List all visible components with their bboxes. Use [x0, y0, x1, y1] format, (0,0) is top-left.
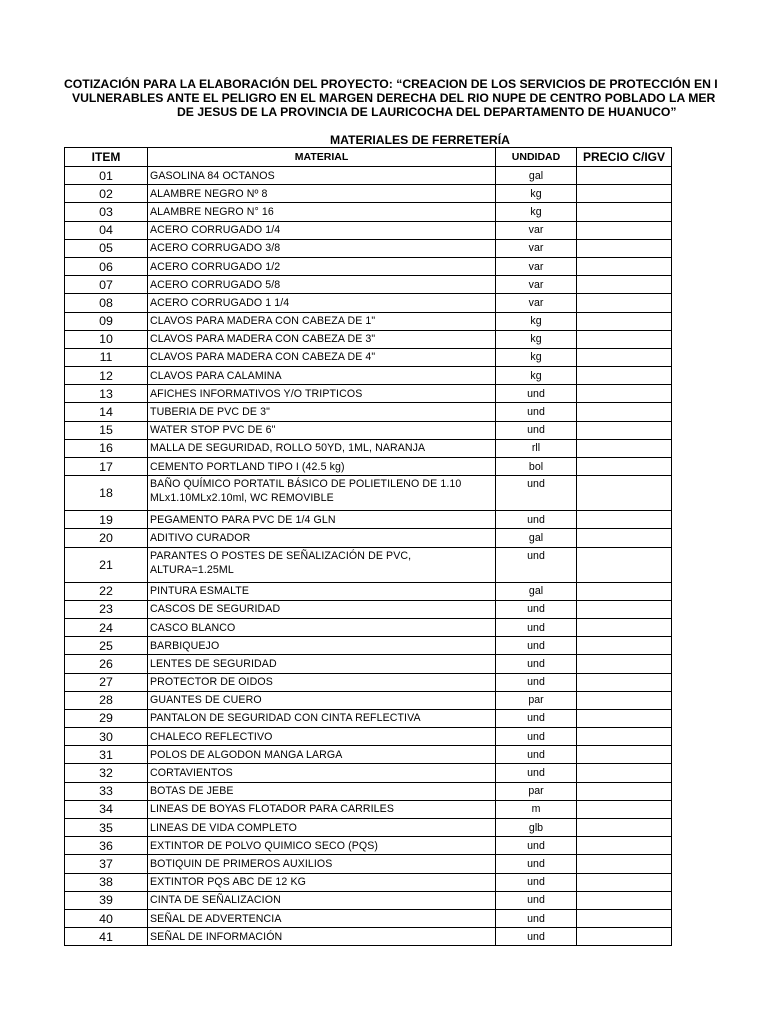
material-cell: GASOLINA 84 OCTANOS: [148, 167, 496, 185]
unit-cell: und: [496, 873, 577, 891]
table-row: [65, 421, 672, 439]
material-cell: CORTAVIENTOS: [148, 764, 496, 782]
material-cell: SEÑAL DE INFORMACIÓN: [148, 928, 496, 946]
table-row: [65, 655, 672, 673]
table-row: [65, 891, 672, 909]
price-cell[interactable]: [577, 185, 672, 203]
table-row: [65, 800, 672, 818]
item-cell: 34: [65, 800, 148, 818]
item-cell: 13: [65, 385, 148, 403]
price-cell[interactable]: [577, 582, 672, 600]
unit-cell: und: [496, 547, 577, 582]
price-cell[interactable]: [577, 746, 672, 764]
material-cell: LINEAS DE BOYAS FLOTADOR PARA CARRILES: [148, 800, 496, 818]
unit-cell: gal: [496, 529, 577, 547]
table-row: [65, 673, 672, 691]
unit-cell: und: [496, 403, 577, 421]
price-cell[interactable]: [577, 800, 672, 818]
material-cell: CLAVOS PARA CALAMINA: [148, 367, 496, 385]
item-cell: 33: [65, 782, 148, 800]
unit-cell: var: [496, 294, 577, 312]
material-cell: ALAMBRE NEGRO N° 16: [148, 203, 496, 221]
table-row: [65, 276, 672, 294]
item-cell: 27: [65, 673, 148, 691]
item-cell: 26: [65, 655, 148, 673]
price-cell[interactable]: [577, 458, 672, 476]
table-row: [65, 928, 672, 946]
price-cell[interactable]: [577, 511, 672, 529]
unit-cell: und: [496, 600, 577, 618]
unit-cell: rll: [496, 439, 577, 457]
table-row: [65, 239, 672, 257]
price-cell[interactable]: [577, 239, 672, 257]
item-cell: 38: [65, 873, 148, 891]
item-cell: 24: [65, 618, 148, 636]
unit-cell: und: [496, 511, 577, 529]
table-row: [65, 403, 672, 421]
price-cell[interactable]: [577, 909, 672, 927]
item-cell: 01: [65, 167, 148, 185]
item-cell: 11: [65, 348, 148, 366]
item-cell: 35: [65, 819, 148, 837]
table-row: [65, 728, 672, 746]
table-row: [65, 691, 672, 709]
unit-cell: und: [496, 909, 577, 927]
unit-cell: und: [496, 618, 577, 636]
material-cell: CEMENTO PORTLAND TIPO I (42.5 kg): [148, 458, 496, 476]
unit-cell: und: [496, 385, 577, 403]
unit-cell: kg: [496, 367, 577, 385]
material-cell: ACERO CORRUGADO 1/2: [148, 257, 496, 275]
item-cell: 37: [65, 855, 148, 873]
material-cell: PARANTES O POSTES DE SEÑALIZACIÓN DE PVC, ALTURA=1.25ML: [148, 547, 496, 582]
material-cell: WATER STOP PVC DE 6": [148, 421, 496, 439]
material-cell: PEGAMENTO PARA PVC DE 1/4 GLN: [148, 511, 496, 529]
table-row: [65, 367, 672, 385]
price-cell[interactable]: [577, 167, 672, 185]
material-cell: ADITIVO CURADOR: [148, 529, 496, 547]
item-cell: 29: [65, 709, 148, 727]
unit-cell: var: [496, 239, 577, 257]
unit-cell: und: [496, 855, 577, 873]
unit-cell: und: [496, 637, 577, 655]
unit-cell: und: [496, 837, 577, 855]
material-cell: BOTAS DE JEBE: [148, 782, 496, 800]
price-cell[interactable]: [577, 728, 672, 746]
material-cell: TUBERIA DE PVC DE 3": [148, 403, 496, 421]
unit-cell: und: [496, 764, 577, 782]
material-cell: LENTES DE SEGURIDAD: [148, 655, 496, 673]
item-cell: 12: [65, 367, 148, 385]
unit-cell: und: [496, 476, 577, 511]
material-cell: CASCOS DE SEGURIDAD: [148, 600, 496, 618]
item-cell: 32: [65, 764, 148, 782]
material-cell: EXTINTOR DE POLVO QUIMICO SECO (PQS): [148, 837, 496, 855]
material-cell: BARBIQUEJO: [148, 637, 496, 655]
table-row: [65, 782, 672, 800]
unit-cell: m: [496, 800, 577, 818]
price-cell[interactable]: [577, 891, 672, 909]
material-cell: LINEAS DE VIDA COMPLETO: [148, 819, 496, 837]
unit-cell: par: [496, 691, 577, 709]
material-cell: SEÑAL DE ADVERTENCIA: [148, 909, 496, 927]
material-cell: ACERO CORRUGADO 3/8: [148, 239, 496, 257]
unit-cell: und: [496, 928, 577, 946]
item-cell: 20: [65, 529, 148, 547]
item-cell: 23: [65, 600, 148, 618]
table-row: [65, 600, 672, 618]
material-cell: CLAVOS PARA MADERA CON CABEZA DE 1": [148, 312, 496, 330]
price-cell[interactable]: [577, 276, 672, 294]
material-cell: GUANTES DE CUERO: [148, 691, 496, 709]
price-cell[interactable]: [577, 782, 672, 800]
material-cell: BAÑO QUÍMICO PORTATIL BÁSICO DE POLIETILENO DE 1.10 MLx1.10MLx2.10ml, WC REMOVIBLE: [148, 476, 496, 511]
unit-cell: glb: [496, 819, 577, 837]
material-cell: ALAMBRE NEGRO Nº 8: [148, 185, 496, 203]
table-row: [65, 637, 672, 655]
material-cell: CLAVOS PARA MADERA CON CABEZA DE 4": [148, 348, 496, 366]
material-cell: PANTALON DE SEGURIDAD CON CINTA REFLECTIVA: [148, 709, 496, 727]
materials-table: [64, 147, 672, 946]
unit-cell: und: [496, 728, 577, 746]
price-cell[interactable]: [577, 421, 672, 439]
price-cell[interactable]: [577, 348, 672, 366]
price-cell[interactable]: [577, 764, 672, 782]
price-cell[interactable]: [577, 367, 672, 385]
unit-cell: kg: [496, 330, 577, 348]
item-cell: 04: [65, 221, 148, 239]
table-row: [65, 511, 672, 529]
material-cell: EXTINTOR PQS ABC DE 12 KG: [148, 873, 496, 891]
price-cell[interactable]: [577, 819, 672, 837]
table-row: [65, 746, 672, 764]
item-cell: 08: [65, 294, 148, 312]
table-row: [65, 709, 672, 727]
table-row: [65, 203, 672, 221]
price-cell[interactable]: [577, 855, 672, 873]
material-cell: CHALECO REFLECTIVO: [148, 728, 496, 746]
item-cell: 09: [65, 312, 148, 330]
unit-cell: und: [496, 673, 577, 691]
unit-cell: und: [496, 709, 577, 727]
column-header-material: MATERIAL: [148, 148, 496, 167]
column-header-unit: UNDIDAD: [496, 148, 577, 167]
item-cell: 17: [65, 458, 148, 476]
item-cell: 41: [65, 928, 148, 946]
item-cell: 06: [65, 257, 148, 275]
price-cell[interactable]: [577, 709, 672, 727]
table-row: [65, 458, 672, 476]
table-row: [65, 385, 672, 403]
table-row: [65, 294, 672, 312]
price-cell[interactable]: [577, 547, 672, 582]
unit-cell: var: [496, 221, 577, 239]
material-cell: AFICHES INFORMATIVOS Y/O TRIPTICOS: [148, 385, 496, 403]
table-row: [65, 582, 672, 600]
item-cell: 16: [65, 439, 148, 457]
item-cell: 03: [65, 203, 148, 221]
item-cell: 15: [65, 421, 148, 439]
unit-cell: kg: [496, 185, 577, 203]
table-row: [65, 873, 672, 891]
item-cell: 21: [65, 547, 148, 582]
material-cell: ACERO CORRUGADO 1 1/4: [148, 294, 496, 312]
table-row: [65, 764, 672, 782]
table-header-row: [65, 148, 672, 167]
title-line-1: COTIZACIÓN PARA LA ELABORACIÓN DEL PROYECTO: “CREACION DE LOS SERVICIOS DE PROTECCIÓN EN I: [64, 77, 718, 91]
price-cell[interactable]: [577, 330, 672, 348]
price-cell[interactable]: [577, 673, 672, 691]
table-row: [65, 529, 672, 547]
material-cell: PROTECTOR DE OIDOS: [148, 673, 496, 691]
unit-cell: und: [496, 421, 577, 439]
price-cell[interactable]: [577, 312, 672, 330]
document-title: [0, 0, 768, 125]
unit-cell: und: [496, 891, 577, 909]
title-line-2: VULNERABLES ANTE EL PELIGRO EN EL MARGEN DERECHA DEL RIO NUPE DE CENTRO POBLADO LA MER: [72, 91, 716, 105]
material-cell: CASCO BLANCO: [148, 618, 496, 636]
price-cell[interactable]: [577, 873, 672, 891]
section-title: MATERIALES DE FERRETERÍA: [330, 133, 510, 147]
item-cell: 18: [65, 476, 148, 511]
item-cell: 40: [65, 909, 148, 927]
item-cell: 22: [65, 582, 148, 600]
table-row: [65, 439, 672, 457]
table-row: [65, 221, 672, 239]
material-cell: PINTURA ESMALTE: [148, 582, 496, 600]
price-cell[interactable]: [577, 637, 672, 655]
table-row: [65, 547, 672, 582]
material-cell: POLOS DE ALGODON MANGA LARGA: [148, 746, 496, 764]
table-row: [65, 257, 672, 275]
price-cell[interactable]: [577, 655, 672, 673]
price-cell[interactable]: [577, 439, 672, 457]
item-cell: 31: [65, 746, 148, 764]
unit-cell: var: [496, 257, 577, 275]
item-cell: 19: [65, 511, 148, 529]
material-cell: CLAVOS PARA MADERA CON CABEZA DE 3": [148, 330, 496, 348]
table-row: [65, 837, 672, 855]
table-row: [65, 618, 672, 636]
item-cell: 07: [65, 276, 148, 294]
material-cell: ACERO CORRUGADO 5/8: [148, 276, 496, 294]
price-cell[interactable]: [577, 600, 672, 618]
unit-cell: kg: [496, 312, 577, 330]
material-cell: CINTA DE SEÑALIZACION: [148, 891, 496, 909]
column-header-item: ITEM: [65, 148, 148, 167]
price-cell[interactable]: [577, 257, 672, 275]
price-cell[interactable]: [577, 529, 672, 547]
price-cell[interactable]: [577, 837, 672, 855]
item-cell: 14: [65, 403, 148, 421]
material-cell: MALLA DE SEGURIDAD, ROLLO 50YD, 1ML, NARANJA: [148, 439, 496, 457]
unit-cell: par: [496, 782, 577, 800]
unit-cell: gal: [496, 582, 577, 600]
price-cell[interactable]: [577, 618, 672, 636]
price-cell[interactable]: [577, 476, 672, 511]
table-row: [65, 855, 672, 873]
price-cell[interactable]: [577, 203, 672, 221]
unit-cell: kg: [496, 348, 577, 366]
item-cell: 30: [65, 728, 148, 746]
title-line-3: DE JESUS DE LA PROVINCIA DE LAURICOCHA DEL DEPARTAMENTO DE HUANUCO”: [177, 105, 677, 119]
unit-cell: und: [496, 746, 577, 764]
table-row: [65, 185, 672, 203]
table-row: [65, 819, 672, 837]
price-cell[interactable]: [577, 928, 672, 946]
price-cell[interactable]: [577, 294, 672, 312]
unit-cell: bol: [496, 458, 577, 476]
material-cell: ACERO CORRUGADO 1/4: [148, 221, 496, 239]
item-cell: 02: [65, 185, 148, 203]
item-cell: 36: [65, 837, 148, 855]
price-cell[interactable]: [577, 221, 672, 239]
table-row: [65, 476, 672, 511]
table-row: [65, 312, 672, 330]
table-row: [65, 348, 672, 366]
price-cell[interactable]: [577, 403, 672, 421]
table-row: [65, 167, 672, 185]
unit-cell: var: [496, 276, 577, 294]
table-row: [65, 909, 672, 927]
column-header-price: PRECIO C/IGV: [577, 148, 672, 167]
item-cell: 25: [65, 637, 148, 655]
price-cell[interactable]: [577, 385, 672, 403]
item-cell: 05: [65, 239, 148, 257]
item-cell: 28: [65, 691, 148, 709]
unit-cell: gal: [496, 167, 577, 185]
item-cell: 10: [65, 330, 148, 348]
item-cell: 39: [65, 891, 148, 909]
table-body: [65, 167, 672, 946]
price-cell[interactable]: [577, 691, 672, 709]
unit-cell: kg: [496, 203, 577, 221]
table-row: [65, 330, 672, 348]
material-cell: BOTIQUIN DE PRIMEROS AUXILIOS: [148, 855, 496, 873]
unit-cell: und: [496, 655, 577, 673]
